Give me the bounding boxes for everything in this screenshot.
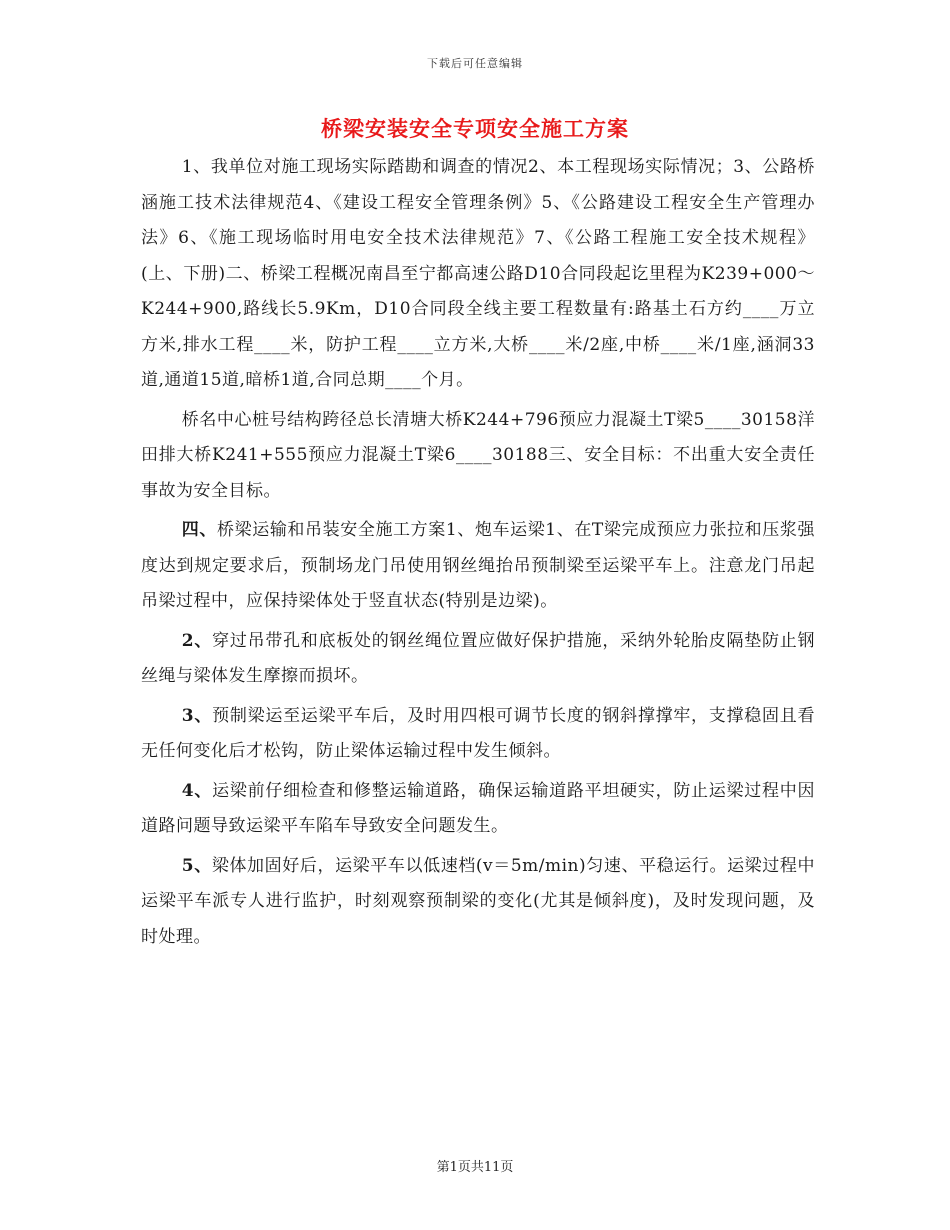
paragraph-3: [141, 513, 815, 620]
page-header: 下载后可任意编辑: [427, 57, 523, 70]
paragraph-lead: 4、: [181, 780, 213, 801]
paragraph-text: 运梁前仔细检查和修整运输道路，确保运输道路平坦硬实，防止运梁过程中因道路问题导致运梁平车陷车导致安全问题发生。: [141, 780, 815, 836]
paragraph-lead: 3、: [181, 705, 213, 726]
paragraph-4: [141, 624, 815, 695]
page-footer: 第1页共11页: [436, 1160, 514, 1175]
document-body: [141, 150, 815, 955]
paragraph-1: [141, 150, 815, 399]
paragraph-2: [141, 403, 815, 510]
document-title: 桥梁安装安全专项安全施工方案: [321, 116, 629, 141]
paragraph-5: [141, 699, 815, 770]
paragraph-lead: 四、: [181, 520, 218, 540]
paragraph-text: 穿过吊带孔和底板处的钢丝绳位置应做好保护措施，采纳外轮胎皮隔垫防止钢丝绳与梁体发生摩擦而损坏。: [141, 630, 815, 686]
paragraph-text: 1、我单位对施工现场实际踏勘和调查的情况2、本工程现场实际情况；3、公路桥涵施工技术法律规范4、《建设工程安全管理条例》5、《公路建设工程安全生产管理办法》6、《施工现场临时用电安全技术法律规范》7、《公路工程施工安全技术规程》(上、下册)二、桥梁工程概况南昌至宁都高速公路D10合同段起讫里程为K239+000～K244+900,路线长5.9Km，D10合同段全线主要工程数量有:路基土石方约____万立方米,排水工程____米，防护工程____立方米,大桥____米/2座,中桥____米/1座,涵洞33道,通道15道,暗桥1道,合同总期____个月。: [141, 157, 815, 390]
paragraph-text: 桥梁运输和吊装安全施工方案1、炮车运梁1、在T梁完成预应力张拉和压浆强度达到规定要求后，预制场龙门吊使用钢丝绳抬吊预制梁至运梁平车上。注意龙门吊起吊梁过程中，应保持梁体处于竖直状态(特别是边梁)。: [141, 520, 815, 611]
paragraph-lead: 5、: [181, 855, 212, 876]
paragraph-6: [141, 774, 815, 845]
paragraph-text: 预制梁运至运梁平车后，及时用四根可调节长度的钢斜撑撑牢，支撑稳固且看无任何变化后才松钩，防止梁体运输过程中发生倾斜。: [141, 705, 815, 761]
paragraph-lead: 2、: [181, 630, 213, 651]
paragraph-text: 桥名中心桩号结构跨径总长清塘大桥K244+796预应力混凝土T梁5____30158洋田排大桥K241+555预应力混凝土T梁6____30188三、安全目标：不出重大安全责任事故为安全目标。: [141, 409, 815, 501]
paragraph-7: [141, 849, 815, 956]
paragraph-text: 梁体加固好后，运梁平车以低速档(v＝5m/min)匀速、平稳运行。运梁过程中运梁平车派专人进行监护，时刻观察预制梁的变化(尤其是倾斜度)，及时发现问题，及时处理。: [141, 855, 815, 947]
